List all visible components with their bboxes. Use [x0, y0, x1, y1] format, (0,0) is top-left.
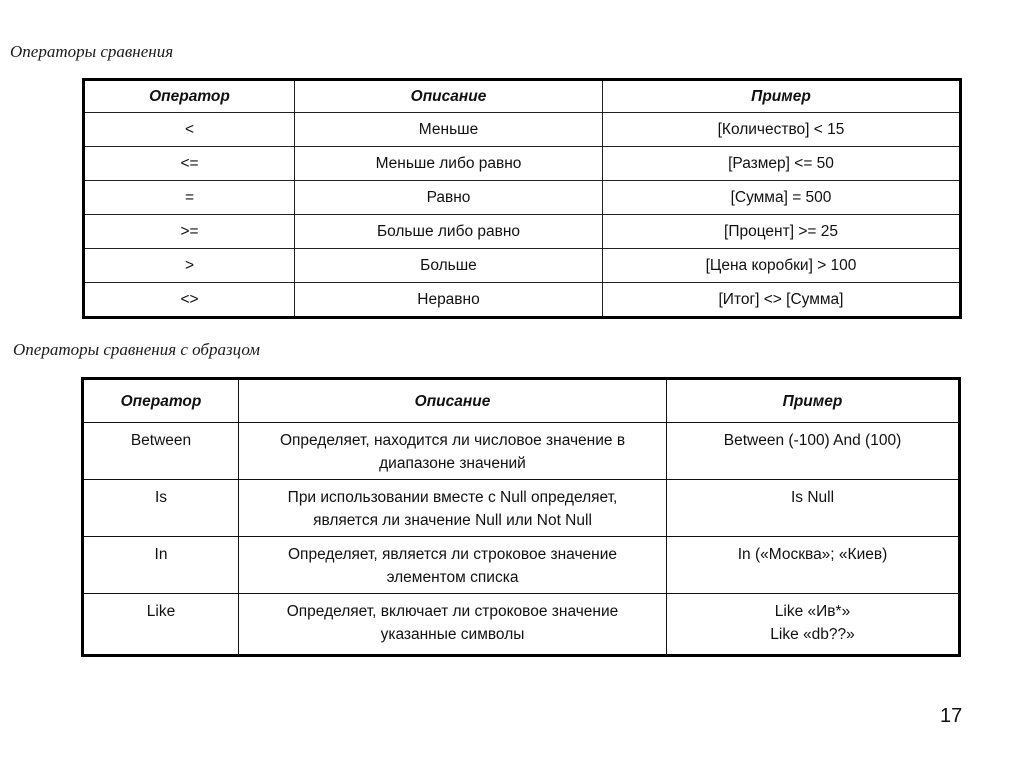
pattern-operators-table	[81, 377, 961, 657]
description-cell: Равно	[295, 181, 603, 215]
example-cell: [Процент] >= 25	[603, 215, 961, 249]
table-row	[84, 283, 961, 318]
column-header-example: Пример	[603, 80, 961, 113]
example-line: Between (-100) And (100)	[723, 432, 902, 449]
description-line: Определяет, является ли строковое значение	[288, 546, 617, 563]
table-header-row	[84, 80, 961, 113]
operator-cell: Like	[83, 594, 239, 656]
operator-cell: Between	[83, 423, 239, 480]
table-row	[83, 594, 960, 656]
example-line: Like «Ив*»	[774, 603, 851, 620]
description-cell: Неравно	[295, 283, 603, 318]
table-row	[84, 113, 961, 147]
operator-cell: In	[83, 537, 239, 594]
example-cell	[667, 480, 960, 537]
example-cell: [Итог] <> [Сумма]	[603, 283, 961, 318]
table-row	[83, 537, 960, 594]
example-cell	[667, 537, 960, 594]
table-row	[84, 215, 961, 249]
description-cell	[239, 537, 667, 594]
table-row	[84, 181, 961, 215]
example-cell: [Размер] <= 50	[603, 147, 961, 181]
page-number: 17	[940, 705, 963, 727]
section-title-comparison-operators: Операторы сравнения	[10, 42, 174, 61]
description-cell	[239, 423, 667, 480]
description-line: указанные символы	[380, 626, 525, 643]
column-header-operator: Оператор	[84, 80, 295, 113]
description-cell	[239, 480, 667, 537]
operator-cell: Is	[83, 480, 239, 537]
table-row	[83, 423, 960, 480]
description-line: диапазоне значений	[379, 455, 526, 472]
example-cell: [Цена коробки] > 100	[603, 249, 961, 283]
example-cell	[667, 594, 960, 656]
table-header-row	[83, 379, 960, 423]
column-header-example: Пример	[667, 379, 960, 423]
table-row	[84, 147, 961, 181]
description-cell: Меньше либо равно	[295, 147, 603, 181]
operator-cell: <>	[84, 283, 295, 318]
example-cell: [Количество] < 15	[603, 113, 961, 147]
section-title-pattern-operators: Операторы сравнения с образцом	[13, 340, 261, 359]
column-header-description: Описание	[295, 80, 603, 113]
example-cell	[667, 423, 960, 480]
description-line: элементом списка	[386, 569, 519, 586]
comparison-operators-table	[82, 78, 962, 319]
operator-cell: =	[84, 181, 295, 215]
operator-cell: <	[84, 113, 295, 147]
column-header-description: Описание	[239, 379, 667, 423]
example-cell: [Сумма] = 500	[603, 181, 961, 215]
column-header-operator: Оператор	[83, 379, 239, 423]
table-row	[83, 480, 960, 537]
description-cell	[239, 594, 667, 656]
description-line: Определяет, включает ли строковое значение	[286, 603, 619, 620]
description-line: является ли значение Null или Not Null	[313, 512, 592, 529]
table-row	[84, 249, 961, 283]
description-cell: Больше либо равно	[295, 215, 603, 249]
description-line: При использовании вместе с Null определяет,	[287, 489, 618, 506]
description-cell: Больше	[295, 249, 603, 283]
description-line: Определяет, находится ли числовое значение в	[279, 432, 626, 449]
example-line: In («Москва»; «Киев)	[737, 546, 888, 563]
example-line: Like «db??»	[770, 626, 855, 643]
operator-cell: >	[84, 249, 295, 283]
description-cell: Меньше	[295, 113, 603, 147]
example-line: Is Null	[790, 489, 835, 506]
operator-cell: >=	[84, 215, 295, 249]
operator-cell: <=	[84, 147, 295, 181]
